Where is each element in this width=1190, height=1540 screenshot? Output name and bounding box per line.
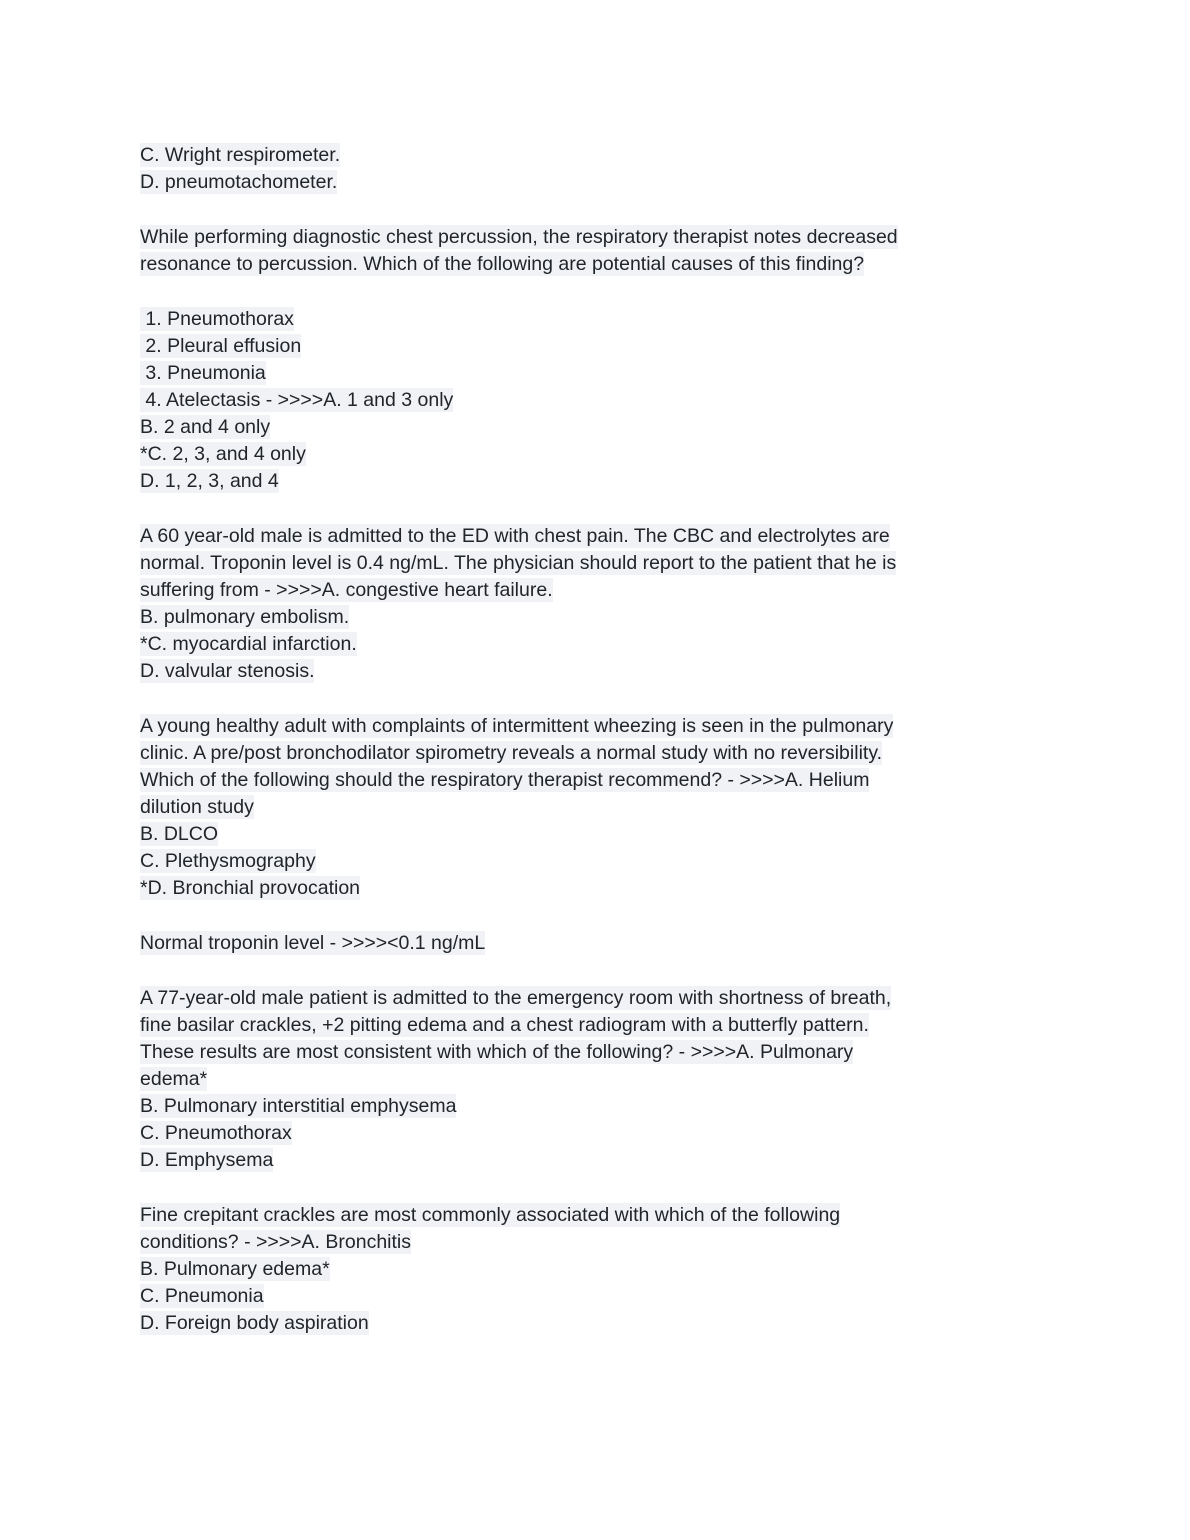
text-line [140, 1229, 1055, 1256]
text-line [140, 1120, 1055, 1147]
highlighted-text: *C. 2, 3, and 4 only [140, 443, 306, 465]
highlighted-text: C. Pneumonia [140, 1285, 264, 1307]
highlighted-text: conditions? - >>>>A. Bronchitis [140, 1231, 411, 1253]
highlighted-text: D. Foreign body aspiration [140, 1312, 369, 1334]
text-line [140, 713, 1055, 740]
text-line [140, 224, 1055, 251]
highlighted-text: These results are most consistent with which of the following? - >>>>A. Pulmonary [140, 1041, 854, 1063]
document-content [140, 142, 1055, 1365]
text-line [140, 821, 1055, 848]
highlighted-text: B. Pulmonary edema* [140, 1258, 330, 1280]
highlighted-text: D. Emphysema [140, 1149, 274, 1171]
highlighted-text: dilution study [140, 796, 254, 818]
text-line [140, 169, 1055, 196]
text-line [140, 251, 1055, 278]
highlighted-text: D. 1, 2, 3, and 4 [140, 470, 279, 492]
text-block [140, 523, 1055, 685]
highlighted-text: A young healthy adult with complaints of intermittent wheezing is seen in the pulmonary [140, 715, 894, 737]
highlighted-text: suffering from - >>>>A. congestive heart failure. [140, 579, 553, 601]
highlighted-text: C. Wright respirometer. [140, 144, 341, 166]
text-line [140, 740, 1055, 767]
highlighted-text: While performing diagnostic chest percussion, the respiratory therapist notes decreased [140, 226, 898, 248]
highlighted-text: *D. Bronchial provocation [140, 877, 361, 899]
text-block [140, 142, 1055, 196]
text-block [140, 930, 1055, 957]
text-line [140, 414, 1055, 441]
highlighted-text: 4. Atelectasis - >>>>A. 1 and 3 only [140, 389, 454, 411]
highlighted-text: normal. Troponin level is 0.4 ng/mL. The physician should report to the patient that he is [140, 552, 897, 574]
text-line [140, 468, 1055, 495]
text-line [140, 848, 1055, 875]
highlighted-text: clinic. A pre/post bronchodilator spirometry reveals a normal study with no reversibility. [140, 742, 883, 764]
text-line [140, 577, 1055, 604]
text-block [140, 713, 1055, 902]
highlighted-text: edema* [140, 1068, 208, 1090]
highlighted-text: C. Pneumothorax [140, 1122, 292, 1144]
highlighted-text: 2. Pleural effusion [140, 335, 302, 357]
text-line [140, 1202, 1055, 1229]
text-line [140, 604, 1055, 631]
text-line [140, 1039, 1055, 1066]
text-block [140, 224, 1055, 278]
text-line [140, 550, 1055, 577]
text-line [140, 333, 1055, 360]
highlighted-text: D. valvular stenosis. [140, 660, 315, 682]
text-line [140, 1093, 1055, 1120]
highlighted-text: B. 2 and 4 only [140, 416, 271, 438]
text-line [140, 658, 1055, 685]
highlighted-text: 1. Pneumothorax [140, 308, 294, 330]
text-line [140, 1012, 1055, 1039]
text-block [140, 985, 1055, 1174]
highlighted-text: Fine crepitant crackles are most commonly associated with which of the following [140, 1204, 841, 1226]
text-block [140, 1202, 1055, 1337]
highlighted-text: A 77-year-old male patient is admitted to the emergency room with shortness of breath, [140, 987, 892, 1009]
text-line [140, 794, 1055, 821]
highlighted-text: B. pulmonary embolism. [140, 606, 350, 628]
highlighted-text: fine basilar crackles, +2 pitting edema and a chest radiogram with a butterfly pattern. [140, 1014, 869, 1036]
text-line [140, 441, 1055, 468]
text-line [140, 930, 1055, 957]
text-line [140, 875, 1055, 902]
text-line [140, 985, 1055, 1012]
highlighted-text: 3. Pneumonia [140, 362, 266, 384]
highlighted-text: B. Pulmonary interstitial emphysema [140, 1095, 457, 1117]
text-line [140, 1147, 1055, 1174]
text-line [140, 1283, 1055, 1310]
highlighted-text: A 60 year-old male is admitted to the ED with chest pain. The CBC and electrolytes are [140, 525, 890, 547]
highlighted-text: B. DLCO [140, 823, 219, 845]
text-line [140, 1256, 1055, 1283]
text-line [140, 1066, 1055, 1093]
highlighted-text: Which of the following should the respiratory therapist recommend? - >>>>A. Helium [140, 769, 870, 791]
text-block [140, 306, 1055, 495]
text-line [140, 387, 1055, 414]
text-line [140, 1310, 1055, 1337]
highlighted-text: D. pneumotachometer. [140, 171, 338, 193]
text-line [140, 767, 1055, 794]
highlighted-text: C. Plethysmography [140, 850, 316, 872]
highlighted-text: *C. myocardial infarction. [140, 633, 357, 655]
highlighted-text: Normal troponin level - >>>><0.1 ng/mL [140, 932, 486, 954]
text-line [140, 523, 1055, 550]
highlighted-text: resonance to percussion. Which of the following are potential causes of this finding? [140, 253, 865, 275]
text-line [140, 306, 1055, 333]
text-line [140, 360, 1055, 387]
text-line [140, 142, 1055, 169]
text-line [140, 631, 1055, 658]
